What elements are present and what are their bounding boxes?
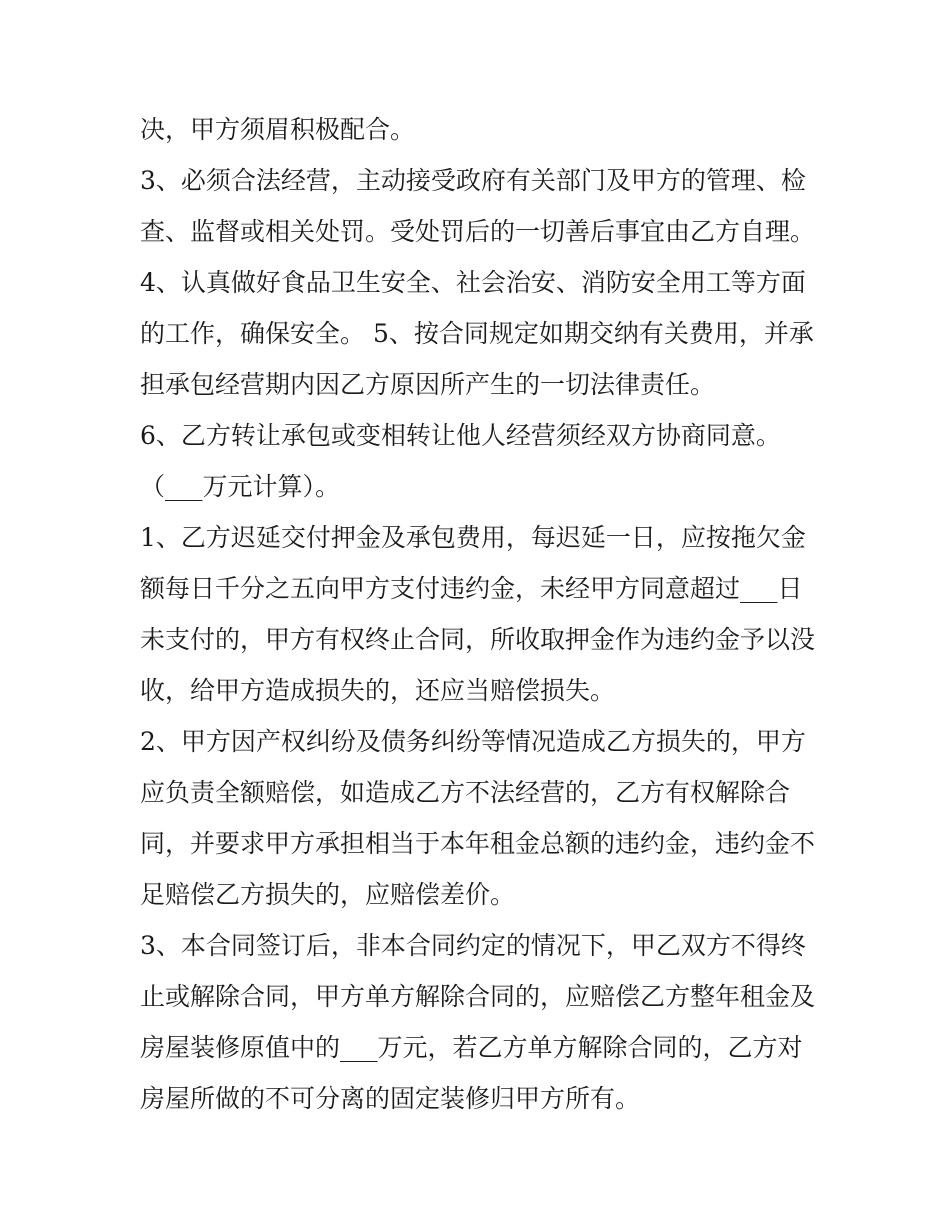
- text-line: 决，甲方须眉积极配合。: [140, 115, 416, 144]
- text-line: 2、甲方因产权纠纷及债务纠纷等情况造成乙方损失的，甲方: [140, 727, 806, 756]
- text-line: （___万元计算）。: [140, 472, 341, 501]
- text-line: 足赔偿乙方损失的，应赔偿差价。: [140, 880, 516, 909]
- text-line: 查、监督或相关处罚。受处罚后的一切善后事宜由乙方自理。: [140, 217, 816, 246]
- text-line: 房屋所做的不可分离的固定装修归甲方所有。: [140, 1084, 641, 1113]
- text-line: 应负责全额赔偿，如造成乙方不法经营的，乙方有权解除合: [140, 778, 791, 807]
- text-line: 担承包经营期内因乙方原因所产生的一切法律责任。: [140, 370, 716, 399]
- text-line: 同，并要求甲方承担相当于本年租金总额的违约金，违约金不: [140, 829, 816, 858]
- text-line: 止或解除合同，甲方单方解除合同的，应赔偿乙方整年租金及: [140, 982, 816, 1011]
- text-line: 房屋装修原值中的___万元，若乙方单方解除合同的，乙方对: [140, 1033, 803, 1062]
- text-line: 的工作，确保安全。 5、按合同规定如期交纳有关费用，并承: [140, 319, 814, 348]
- text-line: 3、本合同签订后，非本合同约定的情况下，甲乙双方不得终: [140, 931, 806, 960]
- document-body: [140, 104, 830, 1124]
- text-line: 1、乙方迟延交付押金及承包费用，每迟延一日，应按拖欠金: [140, 523, 806, 552]
- text-line: 4、认真做好食品卫生安全、社会治安、消防安全用工等方面: [140, 268, 806, 297]
- text-line: 收，给甲方造成损失的，还应当赔偿损失。: [140, 676, 616, 705]
- text-line: 3、必须合法经营，主动接受政府有关部门及甲方的管理、检: [140, 166, 806, 195]
- text-line: 未支付的，甲方有权终止合同，所收取押金作为违约金予以没: [140, 625, 816, 654]
- text-line: 6、乙方转让承包或变相转让他人经营须经双方协商同意。: [140, 421, 781, 450]
- text-line: 额每日千分之五向甲方支付违约金，未经甲方同意超过___日: [140, 574, 803, 603]
